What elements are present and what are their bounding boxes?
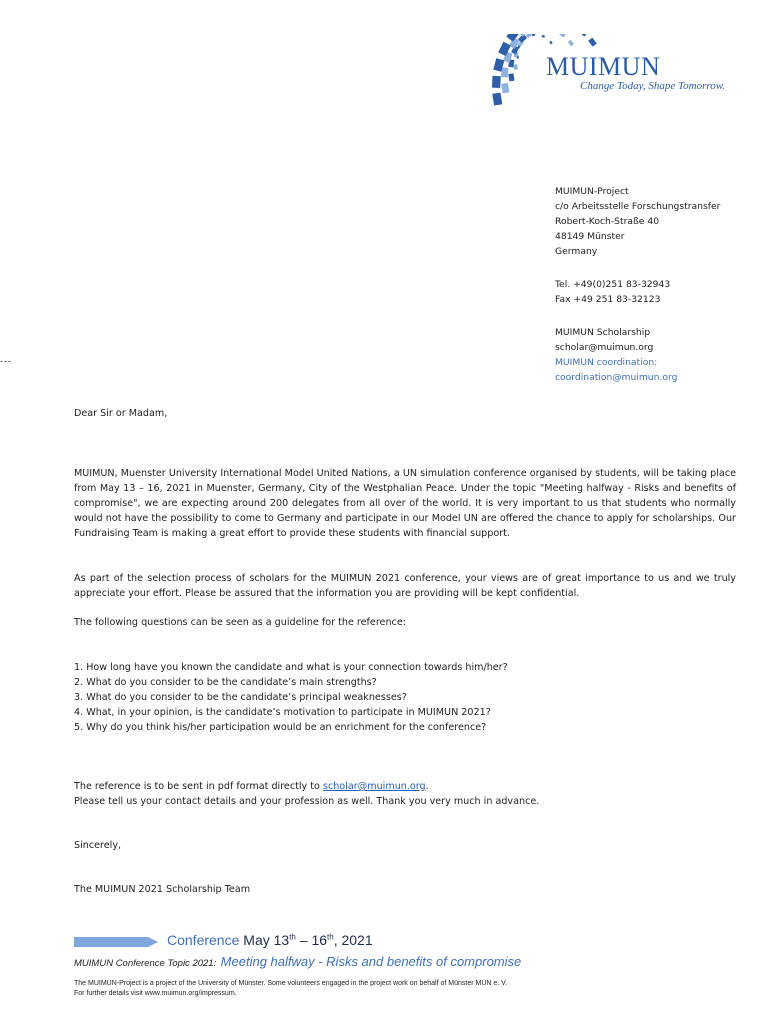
- list-item: 5. Why do you think his/her participation would be an enrichment for the conference?: [74, 722, 487, 733]
- logo-tile: [541, 35, 545, 38]
- muimun-logo: [448, 34, 748, 169]
- list-item: 3. What do you consider to be the candidate’s principal weaknesses?: [74, 692, 407, 703]
- address-line: Robert-Koch-Straße 40: [555, 216, 660, 227]
- send-prefix: The reference is to be sent in pdf format directly to: [74, 781, 323, 792]
- salutation: Dear Sir or Madam,: [74, 408, 168, 419]
- brand-name: MUIMUN: [546, 52, 661, 81]
- logo-tile: [508, 73, 514, 81]
- topic-value: Meeting halfway - Risks and benefits of compromise: [220, 954, 522, 969]
- coordination-email[interactable]: coordination@muimun.org: [555, 372, 678, 383]
- closing: Sincerely,: [74, 840, 122, 851]
- logo-tile: [588, 38, 597, 47]
- scholarship-label: MUIMUN Scholarship: [555, 327, 651, 338]
- date-suffix: th: [289, 932, 296, 942]
- list-item: 2. What do you consider to be the candidate’s main strengths?: [74, 677, 377, 688]
- scholarship-email[interactable]: scholar@muimun.org: [555, 342, 654, 353]
- address-line: MUIMUN-Project: [555, 186, 629, 197]
- logo-tile: [492, 93, 502, 106]
- address-line: 48149 Münster: [555, 231, 625, 242]
- logo-tile: [532, 34, 535, 36]
- address-line: Germany: [555, 246, 598, 257]
- address-line: c/o Arbeitsstelle Forschungstransfer: [555, 201, 721, 212]
- conference-topic: [74, 953, 521, 971]
- conference-date-end: – 16: [295, 932, 328, 948]
- paragraph-intro: MUIMUN, Muenster University International Model United Nations, a UN simulation conference organised by students, will be taking place from May 13 – 16, 2021 in Muenster, Germany, City of the Westphalian Peace. Under the topic "Meeting halfway - Risks and benefits of compromise", we are expecting around 200 delegates from all over of the world. It is very important to us that students who normally would not have the possibility to come to Germany and participate in our Model UN are offered the chance to apply for scholarships. Our Fundraising Team is making a great effort to provide these students with financial support.: [74, 468, 736, 539]
- question-list: [74, 660, 736, 735]
- paragraph-selection: As part of the selection process of scholars for the MUIMUN 2021 conference, your views are of great importance to us and we truly appreciate your effort. Please be assured that the information you are providing will be kept confidential.: [74, 573, 736, 599]
- fold-mark: ---: [0, 356, 12, 366]
- scholar-email-link[interactable]: scholar@muimun.org: [322, 781, 426, 792]
- sender-address-block: [555, 184, 765, 385]
- date-suffix: th: [327, 932, 334, 942]
- fine-print-line: For further details visit www.muimun.org/impressum.: [74, 990, 237, 997]
- list-item: 4. What, in your opinion, is the candidate’s motivation to participate in MUIMUN 2021?: [74, 707, 491, 718]
- paragraph-guideline: The following questions can be seen as a guideline for the reference:: [74, 617, 406, 628]
- logo-tile: [549, 41, 552, 45]
- conference-word: Conference: [167, 932, 240, 948]
- conference-year: , 2021: [333, 932, 373, 948]
- logo-tile: [501, 67, 509, 77]
- send-instruction: [74, 779, 736, 794]
- coordination-label: MUIMUN coordination:: [555, 357, 658, 368]
- telephone: Tel. +49(0)251 83-32943: [555, 279, 671, 290]
- topic-label: MUIMUN Conference Topic 2021:: [74, 958, 217, 969]
- send-suffix: .: [425, 781, 429, 792]
- fine-print-line: The MUIMUN-Project is a project of the University of Münster. Some volunteers engaged in the project work on behalf of Münster MUN e. V.: [74, 980, 508, 987]
- logo-tile: [579, 34, 588, 37]
- logo-tile: [513, 64, 517, 70]
- conference-date: [167, 932, 373, 948]
- logo-tile: [559, 34, 565, 38]
- list-item: 1. How long have you known the candidate and what is your connection towards him/her?: [74, 662, 508, 673]
- fax: Fax +49 251 83-32123: [555, 294, 661, 305]
- logo-tile: [568, 40, 574, 46]
- arrow-icon: [74, 935, 160, 949]
- logo-tile: [492, 76, 501, 88]
- logo-tile: [501, 83, 509, 94]
- contact-request: Please tell us your contact details and your profession as well. Thank you very much in advance.: [74, 796, 540, 807]
- footer-fine-print: [74, 979, 507, 999]
- conference-date-start: May 13: [243, 932, 290, 948]
- brand-slogan: Change Today, Shape Tomorrow.: [580, 80, 725, 92]
- signature: The MUIMUN 2021 Scholarship Team: [74, 884, 251, 895]
